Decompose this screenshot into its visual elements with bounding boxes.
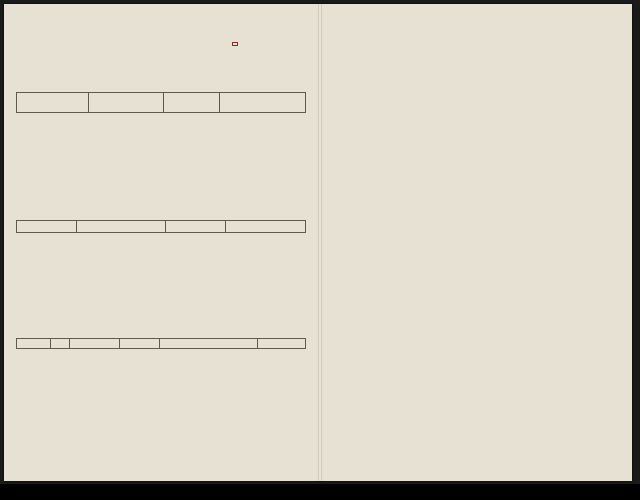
- part-a-table: [16, 92, 306, 113]
- part-c-header-remarks: [258, 339, 306, 349]
- part-c-header-armyno: [17, 339, 51, 349]
- part-b-header-name: [76, 221, 165, 233]
- part-c-header-name: [69, 339, 119, 349]
- part-c-header-corps: [159, 339, 258, 349]
- part-a-header-posted: [88, 93, 164, 113]
- page-1: [4, 4, 316, 481]
- part-c-table: [16, 338, 306, 349]
- part-b-header-corps: [166, 221, 226, 233]
- part-c-header-rank: [51, 339, 70, 349]
- document-sheet: [4, 4, 632, 481]
- page-fold: [318, 4, 322, 481]
- archive-footer: [0, 484, 640, 500]
- part-b-header-rank: [17, 221, 77, 233]
- part-b-header-whence: [226, 221, 306, 233]
- part-c-header-unit: [119, 339, 159, 349]
- part-a-header-reinf: [220, 93, 306, 113]
- page-2: [324, 4, 630, 481]
- part-b-table: [16, 220, 306, 233]
- part-a-header-surplus: [164, 93, 220, 113]
- place-stamp: [232, 42, 238, 46]
- part-a-header-ranks: [17, 93, 89, 113]
